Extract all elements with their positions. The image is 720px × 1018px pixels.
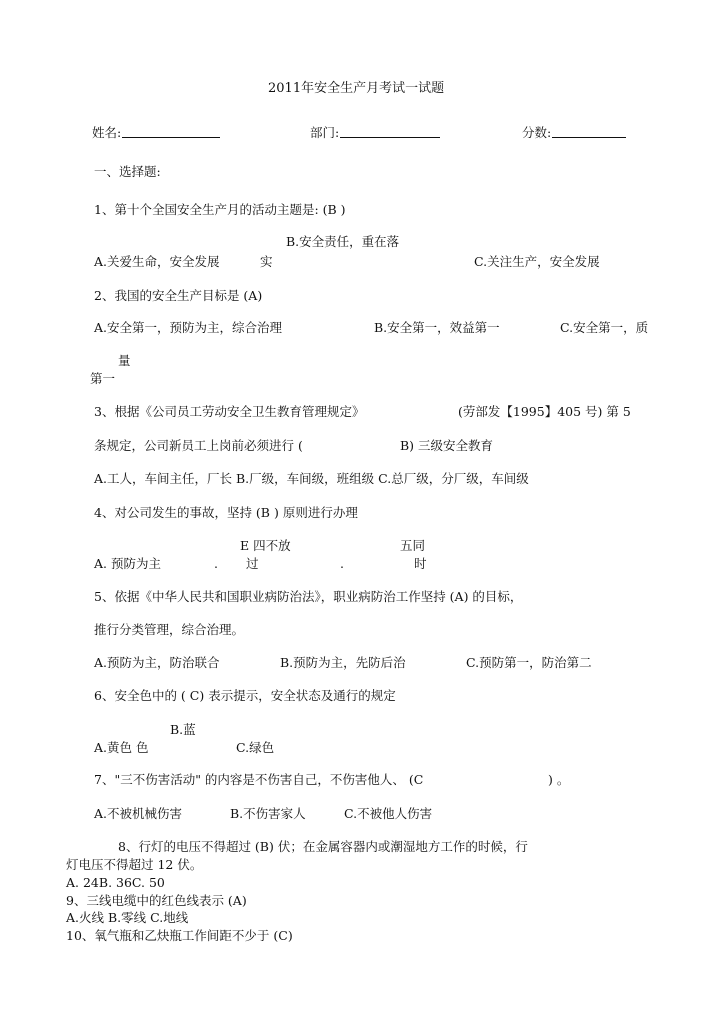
question-9-options: A.火线 B.零线 C.地线: [66, 910, 189, 925]
question-1-option-b: B.安全责任，重在落: [286, 234, 400, 249]
department-field[interactable]: [340, 127, 440, 138]
question-5-option-a: A.预防为主，防治联合: [94, 655, 220, 670]
question-6-option-b: B.蓝: [170, 722, 196, 737]
question-3-stem-line2-cont: B) 三级安全教育: [400, 438, 494, 453]
question-7-stem-end: ) 。: [548, 772, 570, 787]
question-10-stem: 10、氧气瓶和乙炔瓶工作间距不少于 (C): [66, 928, 293, 943]
question-4-option-a: A. 预防为主: [94, 556, 161, 571]
question-5-option-b: B.预防为主，先防后治: [280, 655, 406, 670]
page-title: 2011年安全生产月考试一试题: [268, 81, 445, 96]
question-2-stem: 2、我国的安全生产目标是 (A): [94, 288, 263, 303]
question-6-option-c: C.绿色: [236, 740, 275, 755]
question-8-stem-line2: 灯电压不得超过 12 伏。: [66, 857, 203, 872]
question-7-option-a: A.不被机械伤害: [94, 806, 183, 821]
question-7-option-c: C.不被他人伤害: [344, 806, 433, 821]
question-4-option-c: 五同: [400, 538, 426, 553]
question-3-stem-line1: 3、根据《公司员工劳动安全卫生教育管理规定》: [94, 404, 365, 419]
question-6-option-a: A.黄色 色: [94, 740, 149, 755]
question-4-option-c-cont: 时: [414, 556, 427, 571]
score-label: 分数:: [522, 125, 552, 140]
question-9-stem: 9、三线电缆中的红色线表示 (A): [66, 893, 247, 908]
question-2-option-a: A.安全第一，预防为主，综合治理: [94, 320, 283, 335]
question-5-stem-line2: 推行分类管理，综合治理。: [94, 622, 245, 637]
question-2-option-c-cont: 量: [118, 353, 131, 368]
score-field[interactable]: [552, 127, 626, 138]
question-5-stem-line1: 5、依据《中华人民共和国职业病防治法》，职业病防治工作坚持 (A) 的目标，: [94, 589, 523, 604]
question-4-separator-1: .: [214, 556, 218, 571]
section-heading: 一、选择题:: [94, 164, 161, 179]
question-1-option-c: C.关注生产，安全发展: [474, 254, 600, 269]
question-8-options: A. 24B. 36C. 50: [66, 875, 165, 890]
question-3-options: A.工人，车间主任，厂长 B.厂级，车间级，班组级 C.总厂级，分厂级，车间级: [94, 471, 529, 486]
question-4-stem: 4、对公司发生的事故，坚持 (B ) 原则进行办理: [94, 505, 358, 520]
question-3-stem-line1-cont: (劳部发【1995】405 号) 第 5: [458, 404, 631, 419]
department-label: 部门:: [310, 125, 340, 140]
question-4-option-b-cont: 过: [246, 556, 259, 571]
question-3-stem-line2: 条规定，公司新员工上岗前必须进行 (: [94, 438, 303, 453]
question-7-option-b: B.不伤害家人: [230, 806, 306, 821]
question-2-option-c-end: 第一: [90, 371, 116, 386]
question-1-option-a: A.关爱生命，安全发展: [94, 254, 220, 269]
question-4-separator-2: .: [340, 556, 344, 571]
question-6-stem: 6、安全色中的 ( C) 表示提示，安全状态及通行的规定: [94, 688, 396, 703]
question-2-option-b: B.安全第一，效益第一: [374, 320, 500, 335]
question-5-option-c: C.预防第一，防治第二: [466, 655, 592, 670]
question-1-option-b-cont: 实: [260, 254, 273, 269]
question-7-stem: 7、"三不伤害活动" 的内容是不伤害自己，不伤害他人、 (C: [94, 772, 424, 787]
question-2-option-c: C.安全第一，质: [560, 320, 649, 335]
question-1-stem: 1、第十个全国安全生产月的活动主题是: (B ): [94, 202, 346, 217]
name-label: 姓名:: [92, 125, 122, 140]
name-field[interactable]: [122, 127, 220, 138]
question-4-option-b: E 四不放: [240, 538, 291, 553]
question-8-stem-line1: 8、行灯的电压不得超过 (B) 伏；在金属容器内或潮湿地方工作的时候，行: [118, 839, 528, 854]
